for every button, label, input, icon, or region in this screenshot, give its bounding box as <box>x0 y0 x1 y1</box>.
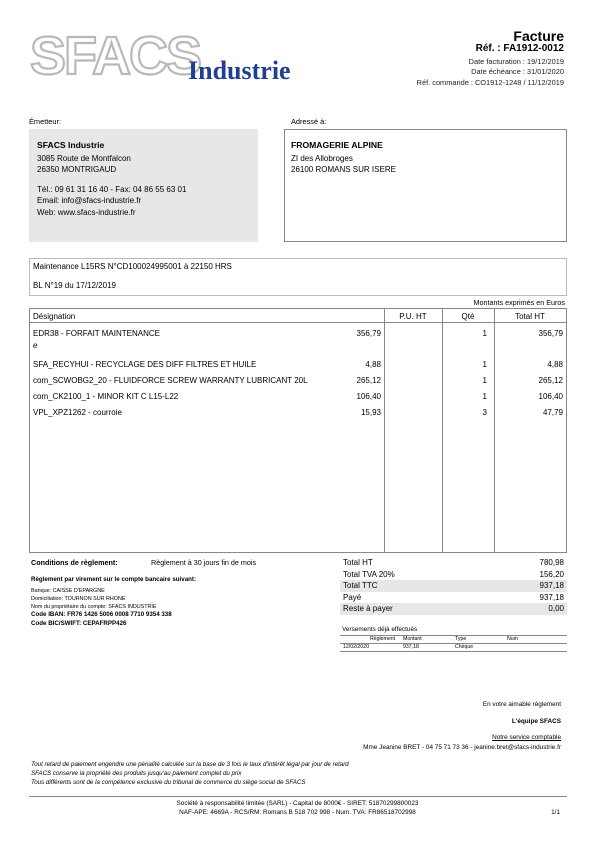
footer-registration-line: NAF-APE: 4669A - RCS/RM: Romans B 518 702 998 - Num. TVA: FR86518702998 <box>179 809 416 816</box>
versement-amount: 937,18 <box>403 644 419 650</box>
row-total: 356,79 <box>538 329 563 338</box>
closing-team: L'équipe SFACS <box>511 718 561 725</box>
emetteur-address-line1: 3085 Route de Montfalcon <box>37 153 131 163</box>
bank-name: Banque: CAISSE D'EPARGNE <box>31 588 105 594</box>
virement-title: Règlement par virement sur le compte bancaire suivant: <box>31 576 197 583</box>
document-title: Facture <box>513 28 564 44</box>
paid-row <box>340 592 567 604</box>
emetteur-label: Émetteur: <box>29 117 62 126</box>
row-total: 106,40 <box>538 392 563 401</box>
versements-col-montant: Montant <box>403 636 422 642</box>
row-designation: com_SCWOBG2_20 - FLUIDFORCE SCREW WARRANTY LUBRICANT 20L <box>33 376 308 385</box>
logo-suffix-text: Industrie <box>188 56 291 85</box>
legal-ownership: SFACS conserve la propriété des produits jusqu'au paiement complet du prix <box>31 770 242 777</box>
total-value: 0,00 <box>548 604 564 614</box>
row-unit-price: 15,93 <box>360 408 381 417</box>
date-echeance: Date échéance : 31/01/2020 <box>471 67 564 76</box>
total-value: 156,20 <box>539 569 564 579</box>
bic-swift: Code BIC/SWIFT: CEPAFRPP426 <box>31 620 127 627</box>
emetteur-email[interactable]: Email: info@sfacs-industrie.fr <box>37 196 142 205</box>
date-facturation: Date facturation : 19/12/2019 <box>468 57 564 66</box>
row-unit-price: 356,79 <box>356 329 381 338</box>
row-unit-price: 4,88 <box>365 360 381 369</box>
header-total: Total HT <box>515 312 545 321</box>
closing-contact[interactable]: Mme Jeanine BRET - 04 75 71 73 36 - jeanine.bret@sfacs-industrie.fr <box>363 744 561 751</box>
emetteur-website[interactable]: Web: www.sfacs-industrie.fr <box>37 207 136 217</box>
closing-greeting: En votre aimable règlement <box>482 701 561 708</box>
header-unit-price: P.U. HT <box>399 312 427 321</box>
row-subtext: e <box>33 341 38 350</box>
ref-commande: Réf. commande : CO1912-1248 / 11/12/2019 <box>416 78 564 87</box>
iban: Code IBAN: FR76 1426 5006 0008 7710 9354 338 <box>31 611 172 618</box>
row-quantity: 1 <box>482 376 487 385</box>
bank-domiciliation: Domiciliation: TOURNON SUR RHONE <box>31 596 126 602</box>
total-value: 780,98 <box>539 558 564 567</box>
row-total: 265,12 <box>538 376 563 385</box>
versement-date: 12/02/2020 <box>343 644 369 650</box>
row-total: 47,79 <box>542 408 563 417</box>
maintenance-box <box>29 258 567 296</box>
total-ht-row <box>340 557 567 569</box>
row-designation: VPL_XPZ1262 - courroie <box>33 408 122 417</box>
row-total: 4,88 <box>547 360 563 369</box>
closing-service: Notre service comptable <box>492 734 561 741</box>
total-label: Reste à payer <box>343 604 393 614</box>
page-number: 1/1 <box>551 809 560 816</box>
emetteur-box <box>29 129 258 242</box>
emetteur-name: SFACS Industrie <box>37 140 105 150</box>
row-designation: com_CK2100_1 - MINOR KIT C L15-L22 <box>33 392 179 401</box>
row-designation: SFA_RECYHUI - RECYCLAGE DES DIFF FILTRES ET HUILE <box>33 360 257 369</box>
legal-penalty: Tout retard de paiement engendre une pénalité calculée sur la base de 3 fois le taux d'intérêt légal par jour de retard <box>31 761 349 768</box>
conditions-value: Règlement à 30 jours fin de mois <box>151 558 257 567</box>
total-label: Payé <box>343 592 362 602</box>
total-value: 937,18 <box>539 581 564 591</box>
versements-col-type: Type <box>455 636 467 642</box>
total-label: Total TVA 20% <box>343 569 395 579</box>
conditions-label: Conditions de règlement: <box>31 558 118 567</box>
maintenance-line: Maintenance L15RS N°CD100024995001 à 22150 HRS <box>33 262 232 271</box>
total-ttc-row <box>340 580 567 592</box>
currency-note: Montants exprimés en Euros <box>473 298 565 307</box>
versements-col-reglement: Règlement <box>370 636 396 642</box>
versements-row <box>340 643 567 652</box>
client-address-line1: ZI des Allobroges <box>291 153 353 163</box>
header-designation: Désignation <box>33 312 76 321</box>
footer-divider <box>29 796 567 797</box>
versements-col-num: Num <box>507 636 518 642</box>
client-address-line2: 26100 ROMANS SUR ISERE <box>291 165 396 174</box>
invoice-ref: Réf. : FA1912-0012 <box>475 43 564 54</box>
row-quantity: 1 <box>482 392 487 401</box>
total-value: 937,18 <box>539 592 564 602</box>
company-logo <box>28 26 313 86</box>
account-owner: Nom du propriétaire du compte: SFACS INDUSTRIE <box>31 604 157 610</box>
delivery-note-line: BL N°19 du 17/12/2019 <box>33 281 116 290</box>
emetteur-address-line2: 26350 MONTRIGAUD <box>37 165 117 174</box>
row-designation: EDR38 - FORFAIT MAINTENANCE <box>33 329 160 338</box>
footer-company-line: Société à responsabilité limitée (SARL) - Capital de 8000€ - SIRET: 51870299800023 <box>176 800 419 807</box>
total-tva-row <box>340 569 567 581</box>
versement-type: Chèque <box>455 644 474 650</box>
total-label: Total TTC <box>343 581 378 591</box>
client-name: FROMAGERIE ALPINE <box>291 140 383 150</box>
row-unit-price: 106,40 <box>356 392 381 401</box>
row-unit-price: 265,12 <box>356 376 381 385</box>
header-quantity: Qté <box>461 312 475 321</box>
versements-title: Versements déjà effectués <box>342 626 418 633</box>
logo-brand-text: SFACS <box>30 26 201 86</box>
items-table <box>29 308 567 553</box>
adresse-label: Adressé à: <box>291 117 327 126</box>
row-quantity: 1 <box>482 360 487 369</box>
remaining-row <box>340 603 567 615</box>
legal-jurisdiction: Tous différents sont de la compétence exclusive du tribunal de commerce du siège social de SFACS <box>31 779 306 786</box>
total-label: Total HT <box>343 558 373 567</box>
emetteur-phone: Tél.: 09 61 31 16 40 - Fax: 04 86 55 63 01 <box>37 184 187 194</box>
adresse-box <box>284 129 567 242</box>
row-quantity: 3 <box>482 408 487 417</box>
row-quantity: 1 <box>482 329 487 338</box>
